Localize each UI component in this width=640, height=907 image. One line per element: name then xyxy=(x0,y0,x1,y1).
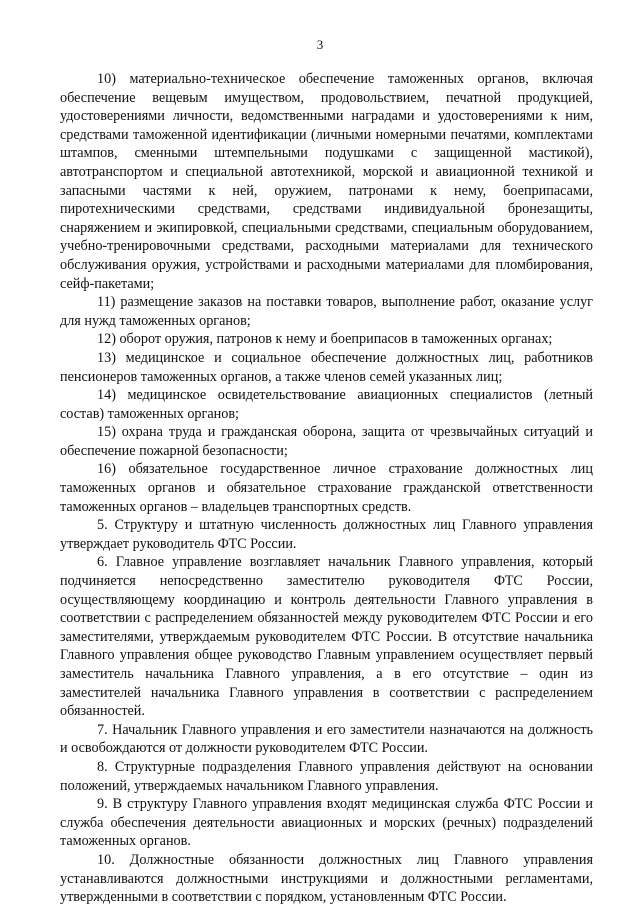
paragraph-section-10: 10. Должностные обязанности должностных лиц Главного управления устанавливаются должностными инструкциями и должностными регламентами, утвержденными в соответствии с порядком, установленным ФТС России. xyxy=(60,851,593,906)
paragraph-item-16-insurance: 16) обязательное государственное личное страхование должностных лиц таможенных органов и обязательное страхование гражданской ответственности таможенных органов – владельцев транспортных средств. xyxy=(60,461,593,515)
paragraph-section-9: 9. В структуру Главного управления входят медицинская служба ФТС России и служба обеспечения деятельности авиационных и морских (речных) подразделений таможенных органов. xyxy=(60,796,593,850)
paragraph-item-13-medical-social: 13) медицинское и социальное обеспечение должностных лиц, работников пенсионеров таможенных органов, а также членов семей указанных лиц; xyxy=(60,349,593,385)
paragraph-section-8: 8. Структурные подразделения Главного управления действуют на основании положений, утверждаемых начальником Главного управления. xyxy=(60,758,593,794)
document-body xyxy=(60,70,593,907)
paragraph-item-10-material-support: 10) материально-техническое обеспечение таможенных органов, включая обеспечение вещевым имуществом, продовольствием, печатной продукцией, удостоверениями личности, ведомственными наградами и удостоверениями к ним, средствами таможенной идентификации (личными номерными печатями, комплектами штампов, сменными штемпельными подушками с защищенной мастикой), автотранспортом и специальной автотехникой, морской и авиационной техникой и запасными частями к ней, оружием, патронами к нему, боеприпасами, пиротехническими средствами, средствами индивидуальной бронезащиты, снаряжением и экипировкой, специальными средствами, специальным оборудованием, учебно-тренировочными средствами, расходными материалами для технического обслуживания оружия, устройствами и расходными материалами для пломбирования, сейф-пакетами; xyxy=(60,71,593,292)
paragraph-item-11-procurement: 11) размещение заказов на поставки товаров, выполнение работ, оказание услуг для нужд таможенных органов; xyxy=(60,294,593,329)
page-number: 3 xyxy=(316,37,324,52)
paragraph-section-6: 6. Главное управление возглавляет начальник Главного управления, который подчиняется непосредственно заместителю руководителя ФТС России, осуществляющему координацию и контроль деятельности Главного управления в соответствии с распределением обязанностей между руководителем ФТС России и его заместителями, утверждаемым руководителем ФТС России. В отсутствие начальника Главного управления общее руководство Главным управлением осуществляет первый заместитель начальника Главного управления, а в его отсутствие – один из заместителей начальника Главного управления в соответствии с распределением обязанностей. xyxy=(60,554,593,720)
paragraph-section-7: 7. Начальник Главного управления и его заместители назначаются на должность и освобождаются от должности руководителем ФТС России. xyxy=(60,721,593,757)
paragraph-section-5: 5. Структуру и штатную численность должностных лиц Главного управления утверждает руководитель ФТС России. xyxy=(60,517,593,552)
paragraph-item-12-weapons: 12) оборот оружия, патронов к нему и боеприпасов в таможенных органах; xyxy=(97,331,553,348)
paragraph-item-15-labor-safety: 15) охрана труда и гражданская оборона, защита от чрезвычайных ситуаций и обеспечение пожарной безопасности; xyxy=(60,424,593,459)
paragraph-item-14-aviation-medical: 14) медицинское освидетельствование авиационных специалистов (летный состав) таможенных органов; xyxy=(60,387,593,422)
